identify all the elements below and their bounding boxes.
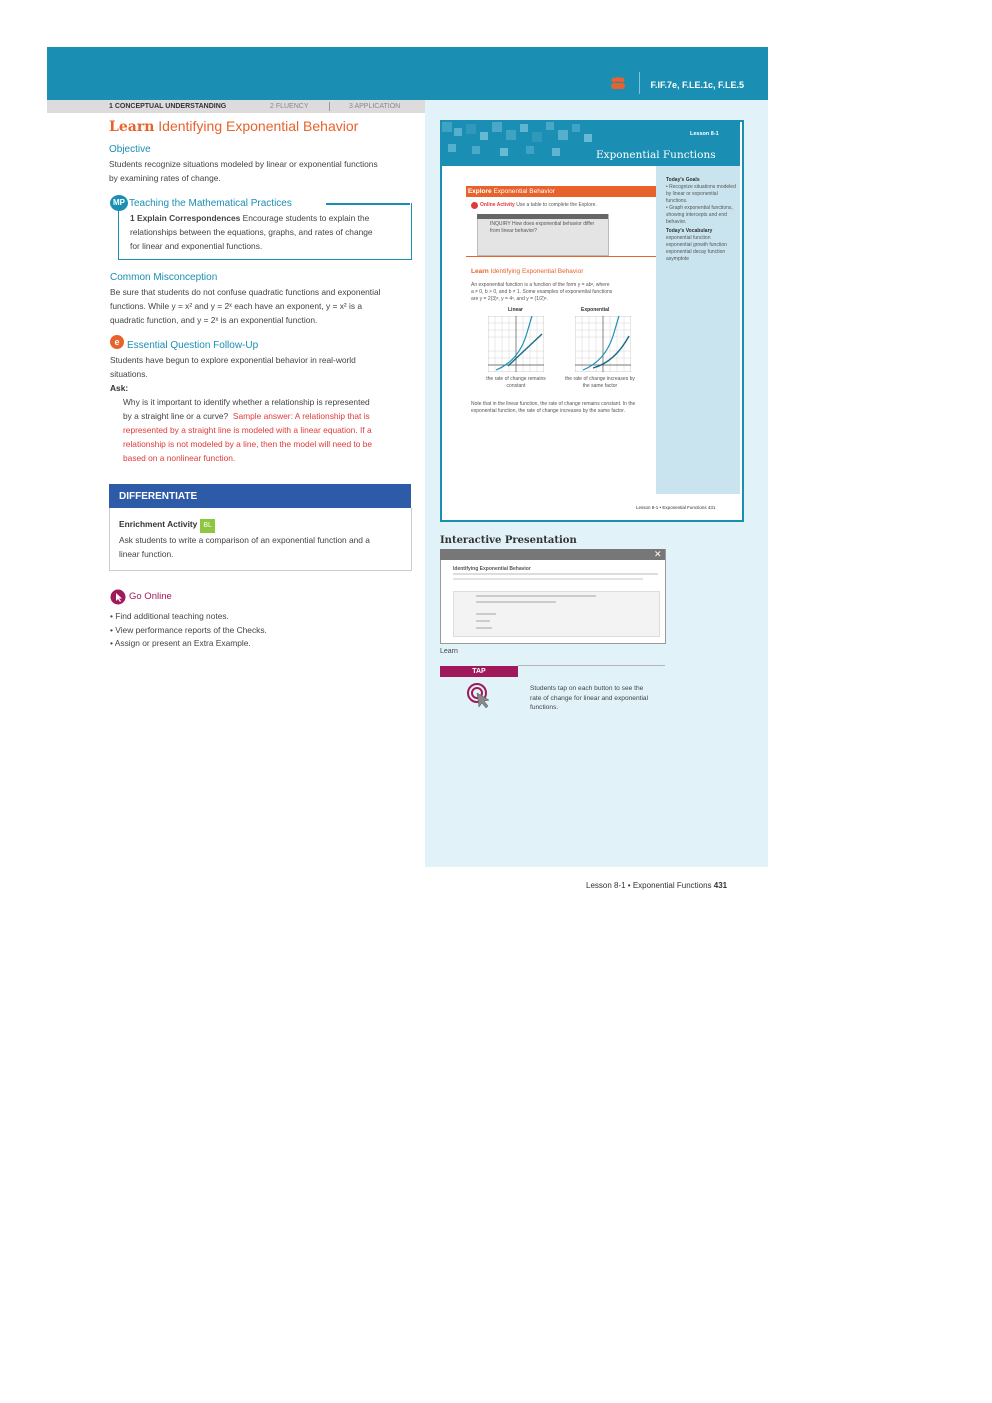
linear-caption: the rate of change remains constant (486, 376, 546, 389)
slide-line (476, 613, 496, 615)
standards-label: F.IF.7e, F.LE.1c, F.LE.5 (650, 80, 744, 90)
interactive-heading: Interactive Presentation (440, 535, 577, 546)
differentiate-heading: DIFFERENTIATE (119, 491, 198, 502)
eq-heading: Essential Question Follow-Up (127, 340, 259, 351)
differentiate-header (109, 484, 411, 508)
goals-heading: Today's Goals (666, 177, 700, 183)
bl-badge: BL (200, 519, 215, 533)
online-activity-text: Use a table to complete the Explore. (516, 202, 597, 208)
thumb-rule (466, 256, 656, 257)
tap-line: functions. (530, 704, 559, 711)
exponential-label: Exponential (581, 307, 610, 313)
mp-line: Encourage students to explain the (240, 213, 370, 223)
exponential-caption: the rate of change increases by the same factor (565, 376, 635, 389)
slide-line (453, 573, 658, 575)
learn-title-text: Identifying Exponential Behavior (158, 118, 359, 134)
tap-line: Students tap on each button to see the (530, 685, 644, 692)
enrichment-text (119, 517, 370, 561)
definition-line: An exponential function is a function of the form y = abˣ, where (471, 282, 610, 288)
tab-fluency[interactable]: 2 FLUENCY (270, 103, 309, 110)
goal-item: • Recognize situations modeled by linear or exponential functions. (666, 184, 736, 204)
slide-line (476, 627, 492, 629)
eq-line: situations. (110, 369, 148, 379)
mp-line: relationships between the equations, graphs, and rates of change (130, 227, 373, 237)
misconception-line: functions. While y = x² and y = 2ˣ each have an exponent, y = x² is a (110, 301, 363, 311)
eq-answer-line: relationship is not modeled by a line, then the model will need to be (123, 439, 373, 449)
mp-heading: Teaching the Mathematical Practices (129, 198, 292, 209)
inquiry-text: INQUIRY How does exponential behavior differ from linear behavior? (490, 221, 595, 234)
objective-line: by examining rates of change. (109, 173, 221, 183)
enrichment-line: Ask students to write a comparison of an exponential function and a (119, 535, 370, 545)
close-icon[interactable]: ✕ (654, 549, 662, 559)
go-online-list (110, 610, 267, 651)
thumb-learn-title (471, 268, 583, 275)
slide-title: Identifying Exponential Behavior (453, 566, 531, 572)
thumbnail-title: Exponential Functions (596, 149, 716, 161)
vocab-item: asymptote (666, 256, 690, 262)
learn-keyword: Learn (109, 119, 155, 135)
tap-icon (466, 682, 494, 710)
eq-ask: Ask: (110, 383, 129, 393)
essential-question-icon: e (110, 335, 124, 349)
mp-badge-icon: MP (110, 195, 128, 211)
page-number: 431 (713, 881, 728, 890)
tab-application[interactable]: 3 APPLICATION (349, 103, 401, 110)
eq-intro (110, 353, 356, 395)
thumb-learn-text: Identifying Exponential Behavior (490, 268, 584, 275)
eq-question (123, 395, 413, 465)
tap-rule (518, 665, 665, 666)
go-online-item: • View performance reports of the Checks. (110, 624, 267, 635)
go-online-item: • Assign or present an Extra Example. (110, 638, 251, 648)
tab-divider (329, 102, 330, 111)
presentation-caption: Learn (440, 648, 458, 655)
footer-lesson: Lesson 8-1 • Exponential Functions (586, 881, 712, 890)
header-banner (47, 47, 768, 100)
definition-line: a ≠ 0, b > 0, and b ≠ 1. Some examples of exponential functions (471, 289, 613, 295)
thumb-definition (471, 282, 651, 303)
slide-line (453, 578, 643, 580)
slide-line (476, 601, 556, 603)
vocab-heading: Today's Vocabulary (666, 228, 713, 234)
misconception-line: quadratic function, and y = 2ˣ is an exponential function. (110, 315, 318, 325)
tab-conceptual[interactable]: 1 CONCEPTUAL UNDERSTANDING (109, 103, 227, 110)
misconception-text (110, 285, 381, 327)
exponential-graph (575, 316, 631, 372)
tap-line: rate of change for linear and exponential (530, 694, 649, 702)
mosaic-pattern (442, 122, 612, 166)
presentation-titlebar (440, 549, 665, 560)
vocab-item: exponential growth function (666, 242, 727, 248)
eq-answer-line: represented by a straight line is modeled with a linear equation. If a (123, 425, 372, 435)
mp-lead: 1 Explain Correspondences (130, 213, 241, 223)
vocab-item: exponential decay function (666, 249, 726, 255)
objective-heading: Objective (109, 144, 151, 155)
banner-divider (639, 72, 640, 94)
explore-bar (466, 186, 656, 197)
misconception-line: Be sure that students do not confuse quadratic functions and exponential (110, 287, 381, 297)
go-online-icon (110, 589, 126, 605)
eq-question-line: Why is it important to identify whether a relationship is represented (123, 397, 370, 407)
page-footer (586, 881, 727, 890)
vocab-item: exponential function (666, 235, 711, 241)
thumb-note: Note that in the linear function, the rate of change remains constant. In the exponential function, the rate of change increases by the same factor. (471, 401, 636, 414)
go-online-item: • Find additional teaching notes. (110, 611, 229, 621)
online-activity-label: Online Activity (480, 202, 515, 208)
explore-label: Explore (467, 188, 492, 195)
definition-line: are y = 2(3)ˣ, y = 4ˣ, and y = (1/2)ˣ. (471, 296, 548, 302)
thumb-learn-label: Learn (471, 268, 489, 275)
thumbnail-lesson: Lesson 8-1 (690, 131, 719, 137)
mp-text (130, 211, 373, 253)
go-online-heading[interactable]: Go Online (129, 591, 172, 602)
mp-line: for linear and exponential functions. (130, 241, 263, 251)
practice-tabs (47, 100, 425, 113)
thumbnail-goals (666, 177, 736, 263)
slide-line (476, 620, 490, 622)
eq-question-line: by a straight line or a curve? (123, 411, 229, 421)
enrichment-heading: Enrichment Activity (119, 519, 198, 529)
slide-line (476, 595, 596, 597)
online-activity-icon (471, 202, 478, 209)
group-icon (610, 76, 626, 90)
objective-text (109, 157, 378, 185)
online-activity (480, 202, 650, 209)
misconception-heading: Common Misconception (110, 272, 218, 283)
tap-label: TAP (440, 666, 518, 677)
page-title (109, 118, 358, 135)
linear-graph (488, 316, 544, 372)
enrichment-line: linear function. (119, 549, 174, 559)
inquiry-bar (477, 214, 608, 219)
goal-item: • Graph exponential functions, showing intercepts and end behavior. (666, 205, 733, 225)
thumbnail-footer: Lesson 8-1 • Exponential Functions 431 (636, 505, 716, 510)
eq-answer-line: based on a nonlinear function. (123, 453, 236, 463)
eq-line: Students have begun to explore exponential behavior in real-world (110, 355, 356, 365)
explore-title: Exponential Behavior (493, 188, 555, 195)
eq-answer-line: Sample answer: A relationship that is (232, 411, 370, 421)
linear-label: Linear (508, 307, 524, 313)
tap-description (530, 684, 648, 713)
objective-line: Students recognize situations modeled by linear or exponential functions (109, 159, 378, 169)
